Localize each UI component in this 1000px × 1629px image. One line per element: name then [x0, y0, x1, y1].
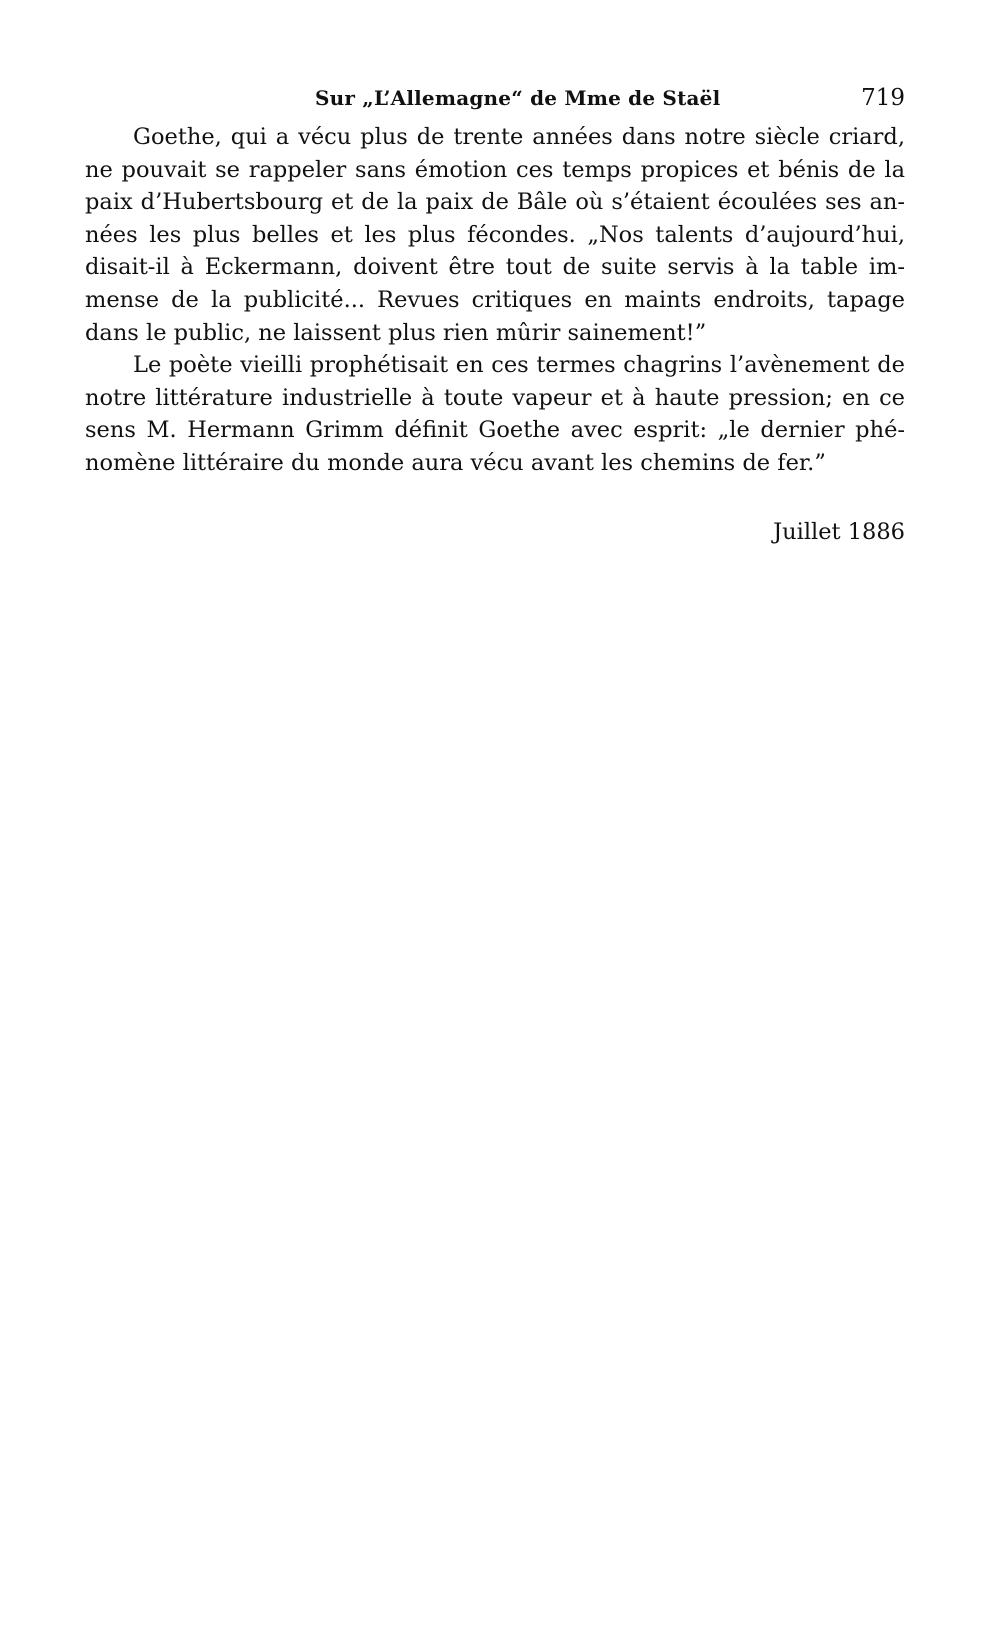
- running-head: [85, 78, 905, 118]
- text-line: Le poète vieilli prophétisait en ces termes chagrins l’avènement de: [133, 352, 905, 379]
- text-line: paix d’Hubertsbourg et de la paix de Bâle où s’étaient écoulées ses an-: [85, 189, 905, 216]
- body-text: [85, 121, 905, 480]
- text-line: ne pouvait se rappeler sans émotion ces temps propices et bénis de la: [85, 156, 905, 183]
- text-line: sens M. Hermann Grimm définit Goethe avec esprit: „le dernier phé-: [85, 417, 905, 444]
- paragraph-poete: [85, 349, 905, 479]
- page-number: 719: [861, 85, 905, 111]
- text-line: disait-il à Eckermann, doivent être tout de suite servis à la table im-: [85, 254, 905, 281]
- document-page: [85, 78, 905, 548]
- closing-date: Juillet 1886: [773, 518, 905, 545]
- running-title: Sur „L’Allemagne“ de Mme de Staël: [315, 86, 721, 110]
- text-line: dans le public, ne laissent plus rien mûrir sainement!”: [85, 319, 707, 346]
- text-line: mense de la publicité... Revues critiques en maints endroits, tapage: [85, 286, 905, 313]
- text-line: notre littérature industrielle à toute vapeur et à haute pression; en ce: [85, 384, 905, 411]
- text-line: nomène littéraire du monde aura vécu avant les chemins de fer.”: [85, 449, 826, 476]
- text-line: nées les plus belles et les plus fécondes. „Nos talents d’aujourd’hui,: [85, 221, 905, 248]
- paragraph-goethe: [85, 121, 905, 349]
- text-line: Goethe, qui a vécu plus de trente années dans notre siècle criard,: [133, 124, 905, 150]
